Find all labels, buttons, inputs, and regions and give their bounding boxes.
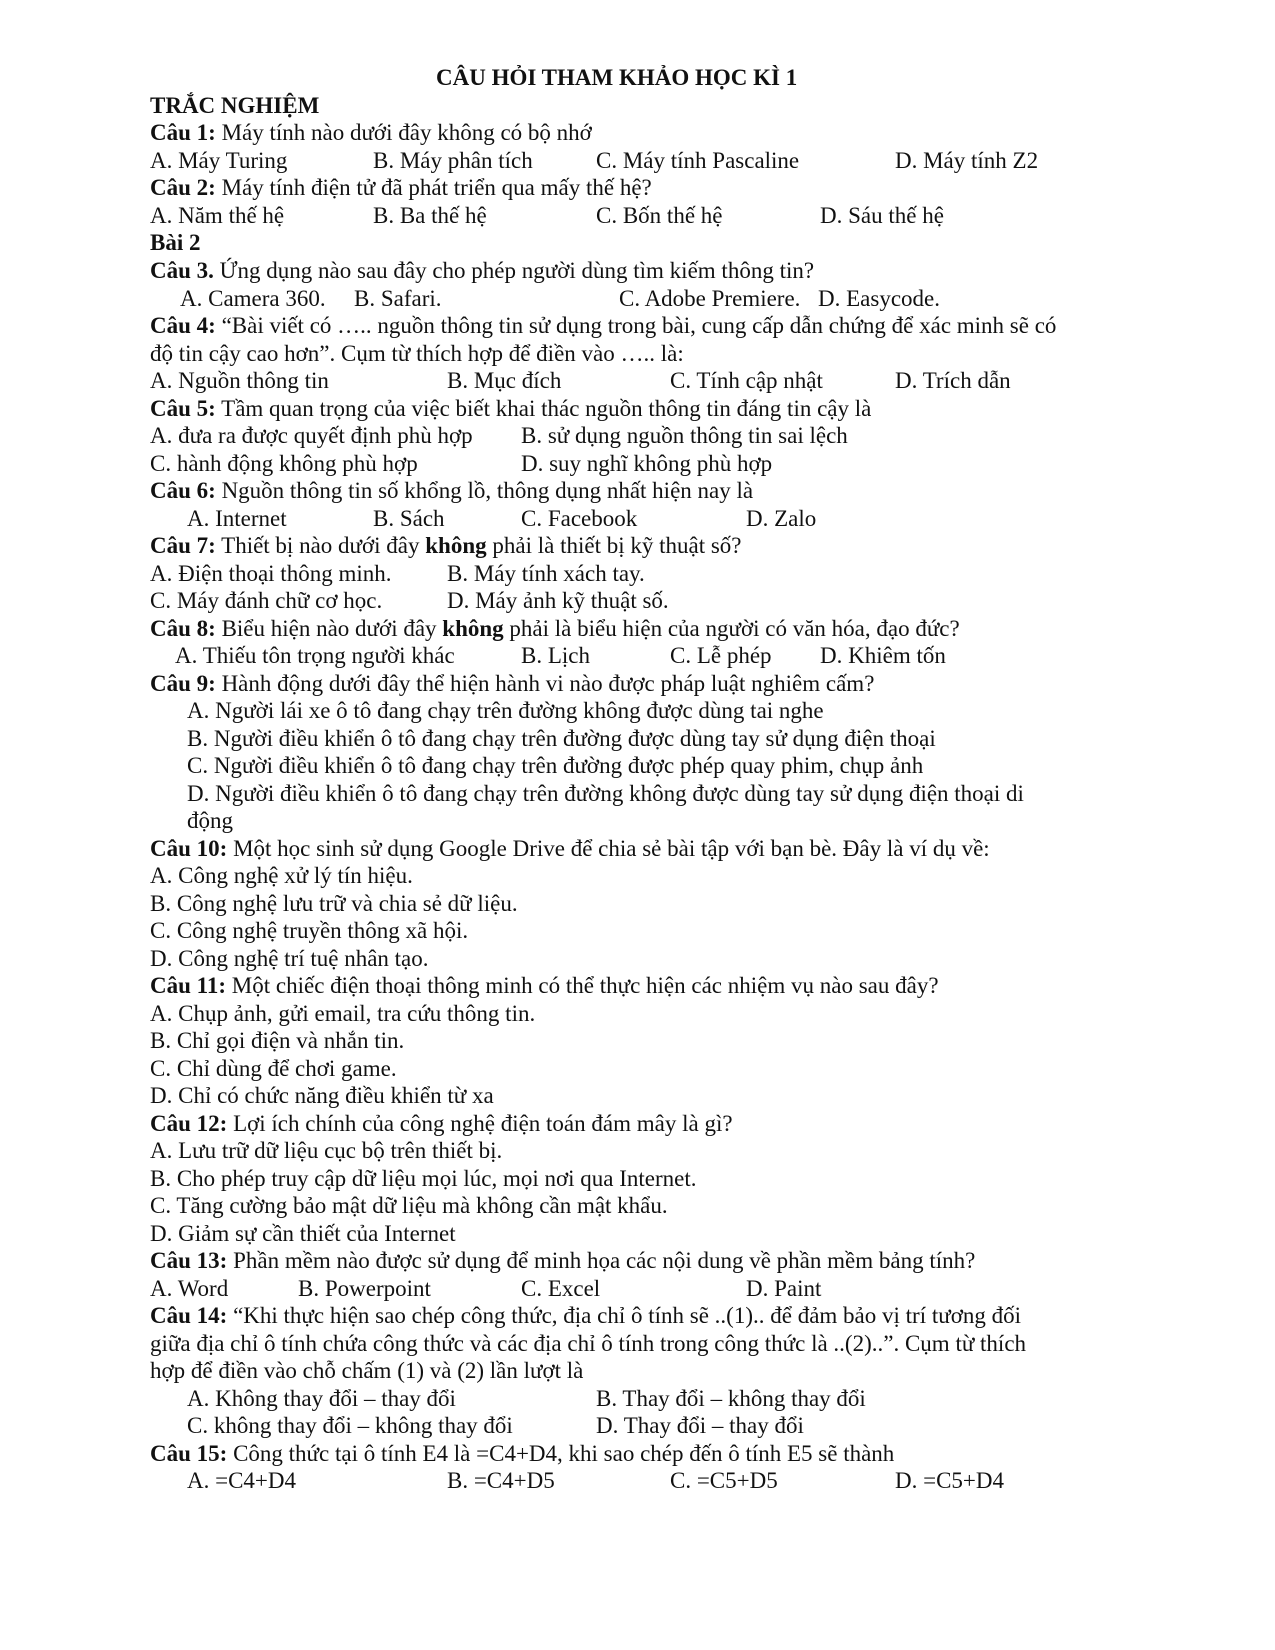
section-heading-mcq: TRẮC NGHIỆM [150,93,320,118]
q1-option-a: A. Máy Turing [150,148,288,173]
q10-option-b: B. Công nghệ lưu trữ và chia sẻ dữ liệu. [150,891,518,916]
question-14-continued-2: hợp để điền vào chỗ chấm (1) và (2) lần lượt là [150,1358,584,1383]
question-text: Nguồn thông tin số khổng lồ, thông dụng nhất hiện nay là [215,478,754,503]
question-5 [150,395,871,423]
question-number: Câu 11: [150,973,227,998]
q7-option-d: D. Máy ảnh kỹ thuật số. [447,588,669,613]
q11-option-c: C. Chỉ dùng để chơi game. [150,1056,397,1081]
q5-option-d: D. suy nghĩ không phù hợp [521,451,773,476]
page-title: CÂU HỎI THAM KHẢO HỌC KÌ 1 [436,65,798,90]
question-text: Máy tính nào dưới đây không có bộ nhớ [215,120,592,145]
q15-option-d: D. =C5+D4 [895,1468,1005,1493]
question-number: Câu 15: [150,1441,228,1466]
q8-option-b: B. Lịch [521,643,590,668]
q13-option-b: B. Powerpoint [298,1276,431,1301]
question-3 [150,257,814,285]
q10-option-d: D. Công nghệ trí tuệ nhân tạo. [150,946,429,971]
question-text-end: phải là thiết bị kỹ thuật số? [486,533,742,558]
question-number: Câu 5: [150,396,216,421]
question-6 [150,477,753,505]
question-number: Câu 8: [150,616,216,641]
q10-option-c: C. Công nghệ truyền thông xã hội. [150,918,469,943]
q13-option-d: D. Paint [746,1276,822,1301]
question-13 [150,1247,975,1275]
question-text: “Bài viết có ….. nguồn thông tin sử dụng trong bài, cung cấp dẫn chứng để xác minh sẽ có [215,313,1057,338]
q6-option-b: B. Sách [373,506,445,531]
q5-option-a: A. đưa ra được quyết định phù hợp [150,423,473,448]
question-number: Câu 4: [150,313,216,338]
question-15 [150,1440,894,1468]
question-1 [150,119,592,147]
q12-option-b: B. Cho phép truy cập dữ liệu mọi lúc, mọi nơi qua Internet. [150,1166,697,1191]
question-number: Câu 10: [150,836,228,861]
q12-option-c: C. Tăng cường bảo mật dữ liệu mà không cần mật khẩu. [150,1193,668,1218]
q3-option-b: B. Safari. [354,286,442,311]
q4-option-b: B. Mục đích [447,368,562,393]
question-14 [150,1302,1021,1330]
q8-option-d: D. Khiêm tốn [820,643,946,668]
q5-option-b: B. sử dụng nguồn thông tin sai lệch [521,423,848,448]
q6-option-d: D. Zalo [746,506,817,531]
question-number: Câu 14: [150,1303,228,1328]
q7-option-b: B. Máy tính xách tay. [447,561,645,586]
q7-option-c: C. Máy đánh chữ cơ học. [150,588,383,613]
question-text: Một học sinh sử dụng Google Drive để chia sẻ bài tập với bạn bè. Đây là ví dụ về: [227,836,990,861]
question-number: Câu 9: [150,671,216,696]
question-9 [150,670,874,698]
q2-option-a: A. Năm thế hệ [150,203,285,228]
q9-option-d-continued: động [187,808,233,833]
q8-option-c: C. Lễ phép [670,643,772,668]
question-text: “Khi thực hiện sao chép công thức, địa chỉ ô tính sẽ ..(1).. để đảm bảo vị trí tương đối [227,1303,1021,1328]
q3-option-c: C. Adobe Premiere. [619,286,801,311]
question-8 [150,615,960,643]
q3-option-a: A. Camera 360. [180,286,326,311]
q4-option-d: D. Trích dẫn [895,368,1011,393]
q4-option-a: A. Nguồn thông tin [150,368,329,393]
q1-option-d: D. Máy tính Z2 [895,148,1039,173]
q6-option-a: A. Internet [187,506,287,531]
q3-option-d: D. Easycode. [818,286,940,311]
q13-option-c: C. Excel [521,1276,601,1301]
q7-option-a: A. Điện thoại thông minh. [150,561,392,586]
q10-option-a: A. Công nghệ xử lý tín hiệu. [150,863,413,888]
question-14-continued: giữa địa chỉ ô tính chứa công thức và các địa chỉ ô tính trong công thức là ..(2)..”. Cụm từ thích [150,1331,1027,1356]
q9-option-c: C. Người điều khiển ô tô đang chạy trên đường được phép quay phim, chụp ảnh [187,753,924,778]
section-heading-bai2: Bài 2 [150,230,201,255]
q11-option-b: B. Chỉ gọi điện và nhắn tin. [150,1028,405,1053]
q14-option-b: B. Thay đổi – không thay đổi [596,1386,866,1411]
q9-option-d: D. Người điều khiển ô tô đang chạy trên đường không được dùng tay sử dụng điện thoại di [187,781,1024,806]
q13-option-a: A. Word [150,1276,229,1301]
question-text: Thiết bị nào dưới đây [215,533,426,558]
q1-option-b: B. Máy phân tích [373,148,533,173]
q8-option-a: A. Thiếu tôn trọng người khác [175,643,455,668]
q15-option-b: B. =C4+D5 [447,1468,555,1493]
q14-option-a: A. Không thay đổi – thay đổi [187,1386,456,1411]
question-text: Lợi ích chính của công nghệ điện toán đám mây là gì? [227,1111,733,1136]
q9-option-b: B. Người điều khiển ô tô đang chạy trên đường được dùng tay sử dụng điện thoại [187,726,936,751]
q12-option-a: A. Lưu trữ dữ liệu cục bộ trên thiết bị. [150,1138,503,1163]
question-number: Câu 12: [150,1111,228,1136]
q15-option-c: C. =C5+D5 [670,1468,778,1493]
question-text: Công thức tại ô tính E4 là =C4+D4, khi sao chép đến ô tính E5 sẽ thành [227,1441,895,1466]
q5-option-c: C. hành động không phù hợp [150,451,418,476]
question-number: Câu 3. [150,258,214,283]
q14-option-c: C. không thay đổi – không thay đổi [187,1413,513,1438]
q14-option-d: D. Thay đổi – thay đổi [596,1413,804,1438]
q4-option-c: C. Tính cập nhật [670,368,823,393]
q2-option-b: B. Ba thế hệ [373,203,487,228]
emphasis-text: không [425,533,487,558]
question-2 [150,174,652,202]
question-4 [150,312,1056,340]
q9-option-a: A. Người lái xe ô tô đang chạy trên đường không được dùng tai nghe [187,698,824,723]
question-text: Biểu hiện nào dưới đây [215,616,443,641]
question-text-end: phải là biểu hiện của người có văn hóa, đạo đức? [503,616,960,641]
question-7 [150,532,742,560]
question-4-continued: độ tin cậy cao hơn”. Cụm từ thích hợp để điền vào ….. là: [150,341,684,366]
question-number: Câu 2: [150,175,216,200]
question-10 [150,835,990,863]
question-number: Câu 1: [150,120,216,145]
question-text: Tầm quan trọng của việc biết khai thác nguồn thông tin đáng tin cậy là [215,396,872,421]
question-12 [150,1110,733,1138]
question-text: Phần mềm nào được sử dụng để minh họa các nội dung về phần mềm bảng tính? [227,1248,976,1273]
q2-option-c: C. Bốn thế hệ [596,203,723,228]
question-text: Ứng dụng nào sau đây cho phép người dùng tìm kiếm thông tin? [213,258,815,283]
question-text: Hành động dưới đây thể hiện hành vi nào được pháp luật nghiêm cấm? [215,671,875,696]
question-11 [150,972,939,1000]
q11-option-d: D. Chỉ có chức năng điều khiển từ xa [150,1083,494,1108]
q1-option-c: C. Máy tính Pascaline [596,148,800,173]
q12-option-d: D. Giảm sự cần thiết của Internet [150,1221,456,1246]
q15-option-a: A. =C4+D4 [187,1468,297,1493]
question-number: Câu 13: [150,1248,228,1273]
question-number: Câu 7: [150,533,216,558]
question-text: Máy tính điện tử đã phát triển qua mấy thế hệ? [215,175,652,200]
question-text: Một chiếc điện thoại thông minh có thể thực hiện các nhiệm vụ nào sau đây? [226,973,939,998]
q2-option-d: D. Sáu thế hệ [820,203,944,228]
question-number: Câu 6: [150,478,216,503]
emphasis-text: không [442,616,504,641]
q6-option-c: C. Facebook [521,506,638,531]
q11-option-a: A. Chụp ảnh, gửi email, tra cứu thông tin. [150,1001,536,1026]
